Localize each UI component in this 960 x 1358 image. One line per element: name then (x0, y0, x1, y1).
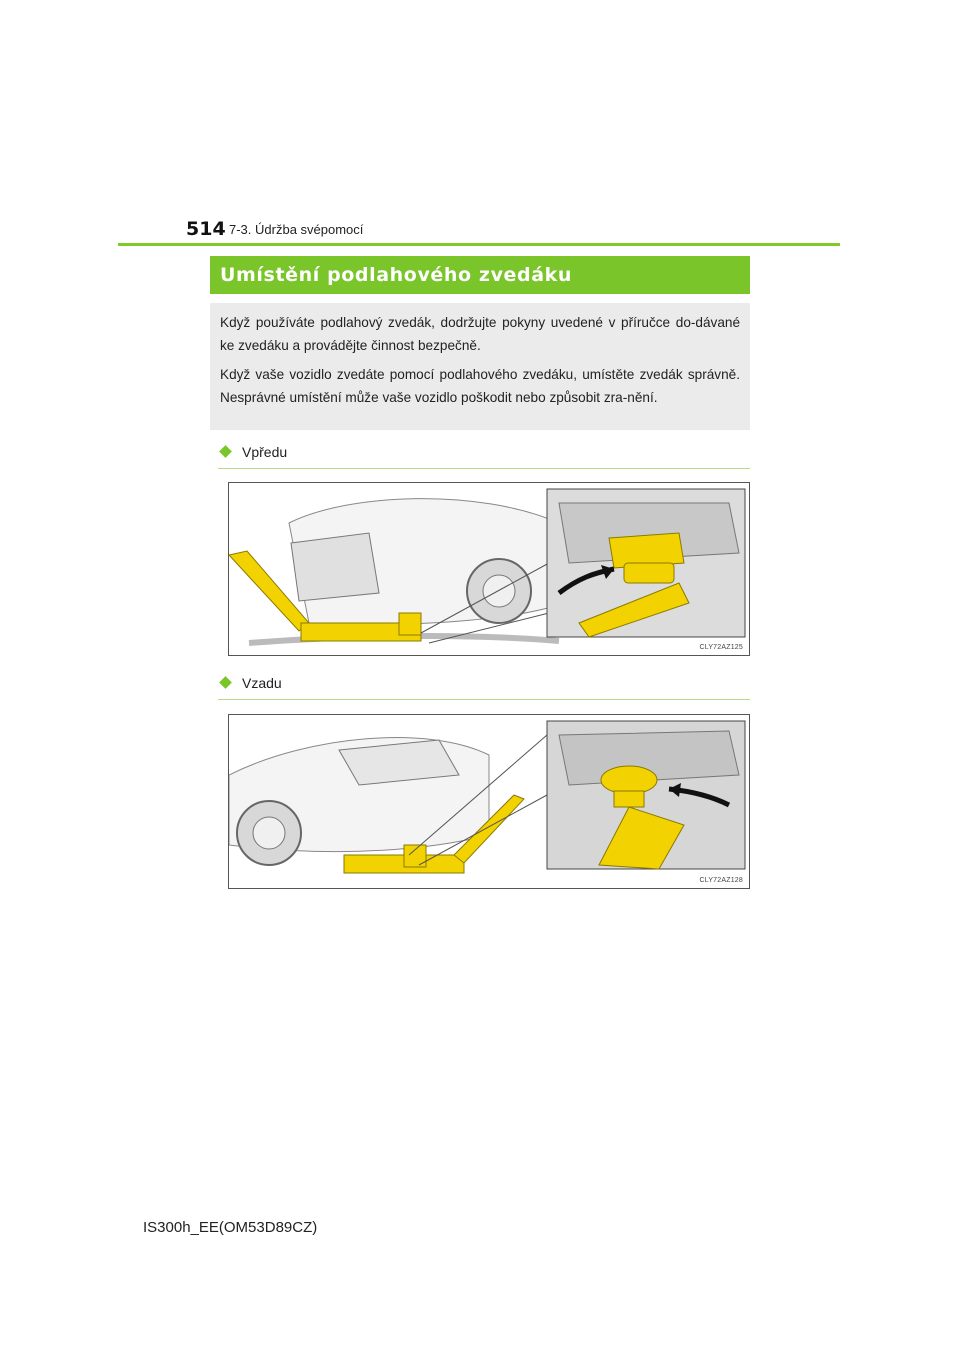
diamond-bullet-icon (219, 445, 232, 458)
subheading-front-label: Vpředu (242, 444, 288, 460)
subheading-rear-label: Vzadu (242, 675, 282, 691)
diamond-bullet-icon (219, 676, 232, 689)
page-title: Umístění podlahového zvedáku (210, 256, 750, 294)
figure-code-front: CLY72AZ125 (699, 644, 743, 651)
section-label: 7-3. Údržba svépomocí (229, 222, 364, 237)
subheading-rear (218, 675, 750, 700)
front-jack-illustration (229, 483, 749, 655)
rear-jack-illustration (229, 715, 749, 888)
subheading-front (218, 444, 750, 469)
figure-front-jack-point (228, 482, 750, 656)
header-rule (118, 243, 840, 246)
intro-paragraph-1: Když používáte podlahový zvedák, dodržujte pokyny uvedené v příručce do-dávané ke zvedáku a provádějte činnost bezpečně. (220, 315, 740, 353)
intro-box (210, 303, 750, 430)
footer-model-code: IS300h_EE(OM53D89CZ) (143, 1219, 318, 1236)
figure-rear-jack-point (228, 714, 750, 889)
page-number: 514 (186, 218, 226, 240)
figure-code-rear: CLY72AZ128 (699, 877, 743, 884)
intro-paragraph-2: Když vaše vozidlo zvedáte pomocí podlahového zvedáku, umístěte zvedák správně. Nesprávné umístění může vaše vozidlo poškodit nebo způsobit zra-nění. (220, 367, 740, 405)
